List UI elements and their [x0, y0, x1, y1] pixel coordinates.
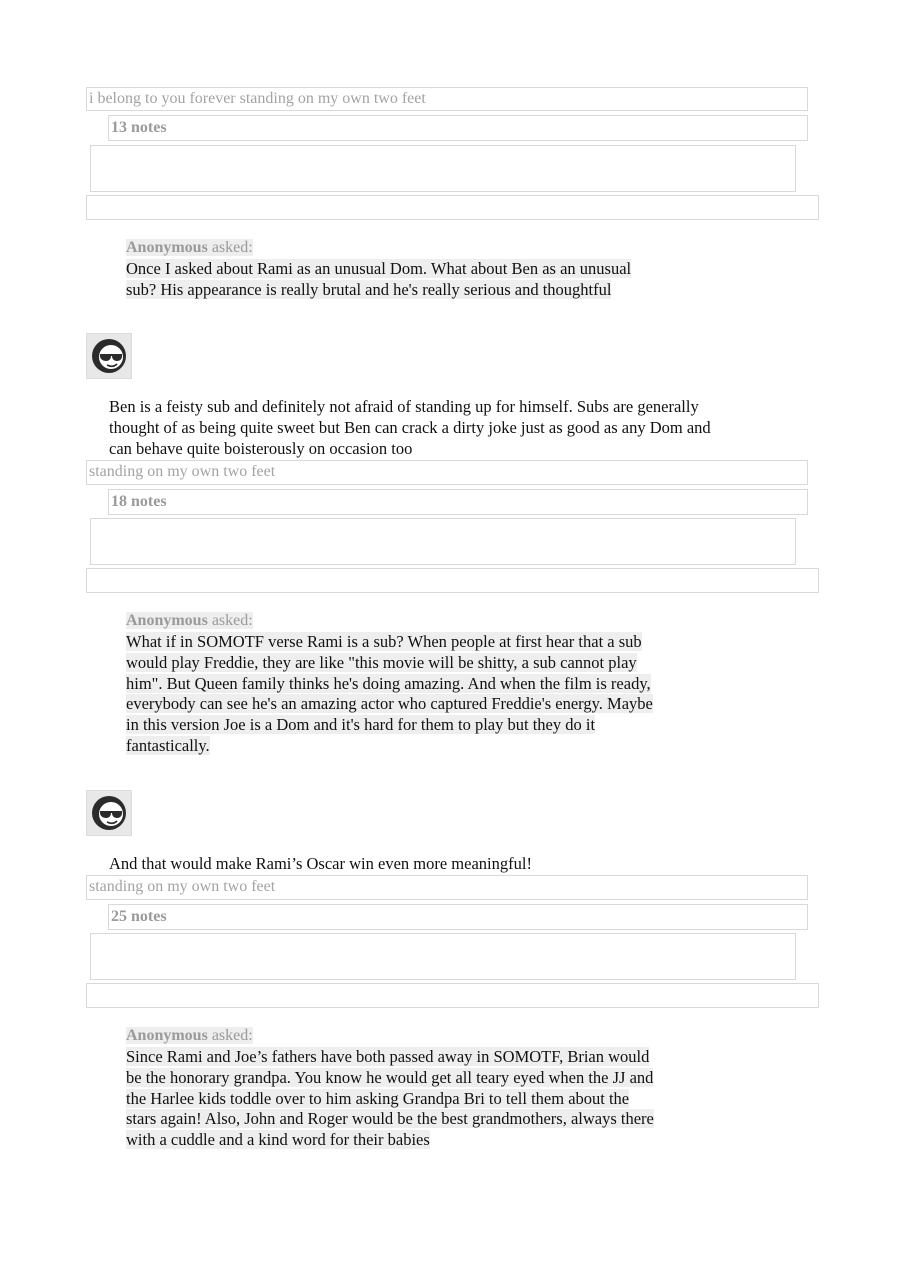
question-line: stars again! Also, John and Roger would be the best grandmothers, always there	[126, 1109, 654, 1129]
avatar[interactable]	[86, 790, 132, 836]
sunglasses-face-icon	[90, 794, 128, 832]
ask-block	[126, 611, 746, 757]
question-line: everybody can see he's an amazing actor who captured Freddie's energy. Maybe	[126, 694, 653, 714]
asker-label	[126, 1027, 253, 1044]
ask-block	[126, 1026, 746, 1151]
asked-word: asked:	[211, 239, 253, 256]
asker-name[interactable]: Anonymous	[126, 612, 208, 629]
post-caption: standing on my own two feet	[86, 875, 808, 900]
question-line: with a cuddle and a kind word for their babies	[126, 1130, 430, 1150]
notes-panel	[90, 518, 796, 565]
question-line: would play Freddie, they are like "this movie will be shitty, a sub cannot play	[126, 652, 637, 672]
post-divider	[86, 195, 819, 220]
answer-line: Ben is a feisty sub and definitely not afraid of standing up for himself. Subs are generally	[109, 397, 699, 416]
answer-line: can behave quite boisterously on occasion too	[109, 438, 413, 458]
ask-block	[126, 238, 726, 301]
answer-text	[109, 397, 809, 459]
asker-label	[126, 612, 253, 629]
asker-name[interactable]: Anonymous	[126, 239, 208, 256]
question-line: Once I asked about Rami as an unusual Dom. What about Ben as an unusual	[126, 259, 632, 278]
sunglasses-face-icon	[90, 337, 128, 375]
asker-label	[126, 239, 253, 256]
avatar[interactable]	[86, 333, 132, 379]
question-line: fantastically.	[126, 735, 210, 755]
post-caption: standing on my own two feet	[86, 460, 808, 485]
post-divider	[86, 568, 819, 593]
answer-line: And that would make Rami’s Oscar win even more meaningful!	[109, 854, 532, 873]
question-line: the Harlee kids toddle over to him asking Grandpa Bri to tell them about the	[126, 1088, 630, 1108]
notes-count[interactable]: 13 notes	[108, 115, 808, 141]
post-caption: i belong to you forever standing on my own two feet	[86, 87, 808, 111]
notes-panel	[90, 145, 796, 192]
asked-word: asked:	[211, 612, 253, 629]
question-line: be the honorary grandpa. You know he would get all teary eyed when the JJ and	[126, 1067, 654, 1087]
answer-line: thought of as being quite sweet but Ben can crack a dirty joke just as good as any Dom and	[109, 417, 711, 437]
question-line: Since Rami and Joe’s fathers have both passed away in SOMOTF, Brian would	[126, 1047, 650, 1066]
asked-word: asked:	[211, 1027, 253, 1044]
post-divider	[86, 983, 819, 1008]
notes-count[interactable]: 25 notes	[108, 904, 808, 930]
question-line: What if in SOMOTF verse Rami is a sub? When people at first hear that a sub	[126, 632, 642, 651]
notes-panel	[90, 933, 796, 980]
question-line: sub? His appearance is really brutal and he's really serious and thoughtful	[126, 279, 612, 299]
notes-count[interactable]: 18 notes	[108, 489, 808, 515]
question-line: in this version Joe is a Dom and it's hard for them to play but they do it	[126, 715, 596, 735]
answer-text	[109, 854, 809, 875]
question-line: him". But Queen family thinks he's doing amazing. And when the film is ready,	[126, 673, 651, 693]
asker-name[interactable]: Anonymous	[126, 1027, 208, 1044]
